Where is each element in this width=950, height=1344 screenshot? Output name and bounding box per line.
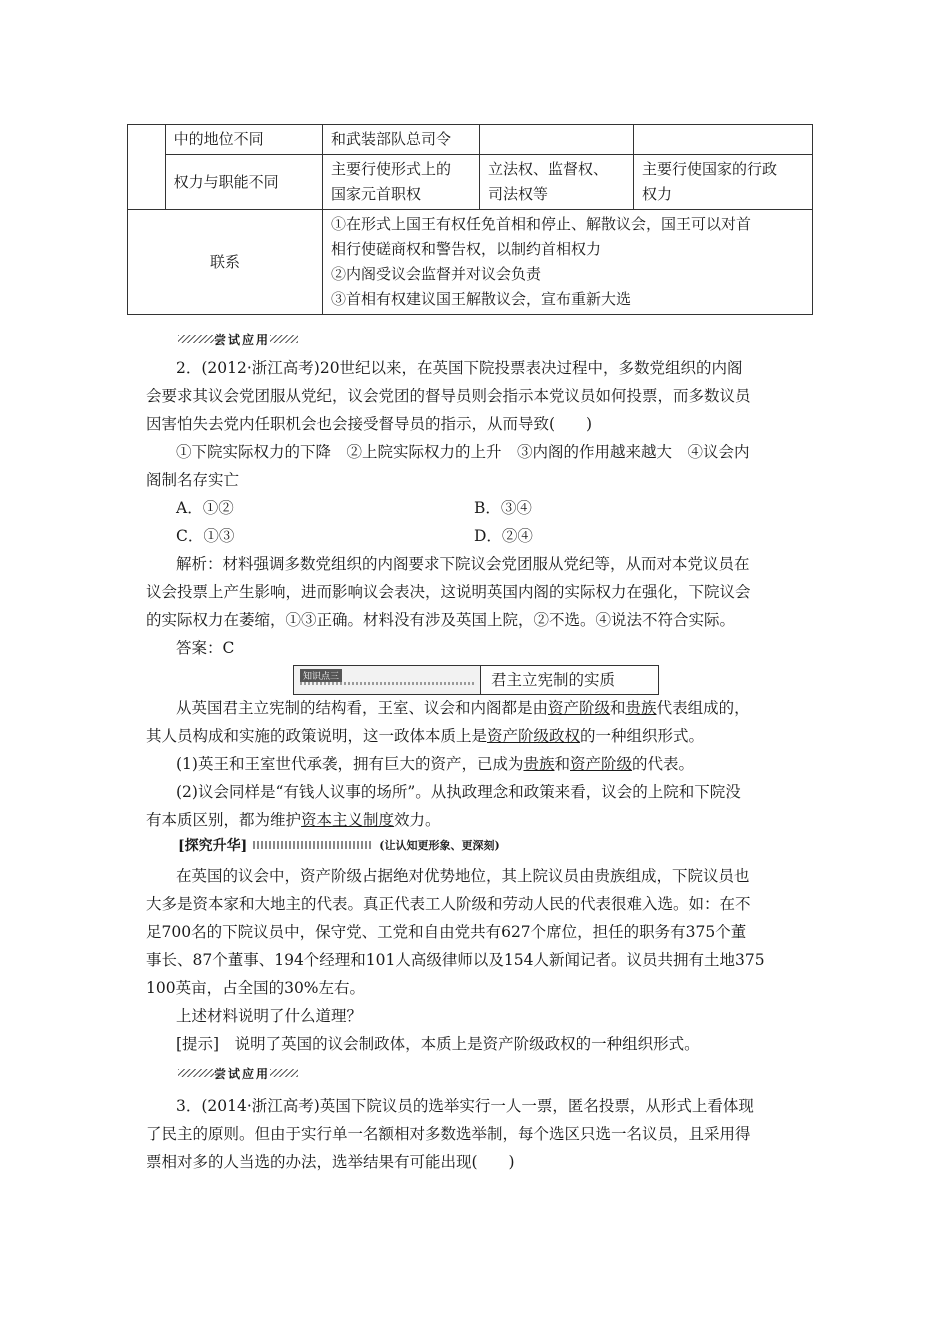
explore-subheading: (让认知更形象、更深刻) — [379, 839, 500, 852]
table-row — [128, 155, 813, 210]
table-cell — [634, 125, 813, 155]
knowledge-point-header — [293, 665, 659, 695]
essence-line — [146, 806, 441, 834]
explore-line: 事长、87个董事、194个经理和101人高级律师以及154人新闻记者。议员共拥有土地375 — [146, 951, 765, 969]
explore-line: 大多是资本家和大地主的代表。真正代表工人阶级和劳动人民的代表很难入选。如：在不 — [146, 895, 751, 913]
text-span: 代表组成的， — [656, 699, 750, 717]
cell-line: ③首相有权建议国王解散议会，宣布重新大选 — [331, 290, 632, 308]
table-cell — [480, 125, 634, 155]
text-span: 效力。 — [394, 811, 441, 829]
table-cell — [323, 210, 813, 315]
cell-line: 主要行使国家的行政 — [642, 160, 778, 178]
analysis-line: 议会投票上产生影响，进而影响议会表决，这说明英国内阁的实际权力在强化，下院议会 — [146, 583, 751, 601]
cell-line: ②内阁受议会监督并对议会负责 — [331, 265, 542, 283]
explore-banner — [178, 835, 500, 855]
q2-line: 阁制名存实亡 — [146, 471, 240, 489]
try-apply-banner — [178, 330, 298, 348]
underlined-term: 贵族 — [523, 755, 555, 773]
q2-line: 会要求其议会党团服从党纪，议会党团的督导员则会指示本党议员如何投票，而多数议员 — [146, 387, 751, 405]
dotted-decoration — [300, 682, 474, 685]
q2-line: 2．(2012·浙江高考)20世纪以来，在英国下院投票表决过程中，多数党组织的内阁 — [176, 359, 743, 377]
table-row — [128, 125, 813, 155]
hatch-decoration — [178, 1069, 214, 1077]
explore-line: 在英国的议会中，资产阶级占据绝对优势地位，其上院议员由贵族组成，下院议员也 — [176, 867, 750, 885]
explore-line: 100英亩，占全国的30%左右。 — [146, 979, 366, 997]
banner-label: 尝试应用 — [214, 1066, 271, 1081]
knowledge-point-title: 君主立宪制的实质 — [491, 671, 616, 689]
cell-line: ①在形式上国王有权任免首相和停止、解散议会，国王可以对首 — [331, 215, 752, 233]
underlined-term: 贵族 — [625, 699, 657, 717]
text-span: 和 — [554, 755, 570, 773]
table-cell — [634, 155, 813, 210]
table-cell: 权力与职能不同 — [165, 155, 322, 210]
essence-line: (2)议会同样是“有钱人议事的场所”。从执政理念和政策来看，议会的上院和下院没 — [176, 783, 741, 801]
text-span: 从英国君主立宪制的结构看，王室、议会和内阁都是由 — [176, 699, 549, 717]
hint-line: [提示] 说明了英国的议会制政体，本质上是资产阶级政权的一种组织形式。 — [176, 1035, 700, 1053]
table-cell: 和武装部队总司令 — [323, 125, 480, 155]
knowledge-point-tag — [294, 666, 481, 694]
text-span: 的代表。 — [632, 755, 695, 773]
q3-line: 了民主的原则。但由于实行单一名额相对多数选举制，每个选区只选一名议员，且采用得 — [146, 1125, 751, 1143]
hatch-decoration — [178, 335, 214, 343]
cell-line: 司法权等 — [488, 185, 549, 203]
option-b: B．③④ — [474, 499, 532, 517]
analysis-line: 解析：材料强调多数党组织的内阁要求下院议会党团服从党纪等，从而对本党议员在 — [176, 555, 750, 573]
explore-question: 上述材料说明了什么道理？ — [176, 1007, 363, 1025]
text-span: 的一种组织形式。 — [580, 727, 705, 745]
analysis-line: 的实际权力在萎缩，①③正确。材料没有涉及英国上院，②不选。④说法不符合实际。 — [146, 611, 736, 629]
essence-line — [176, 694, 750, 722]
q3-line: 3．(2014·浙江高考)英国下院议员的选举实行一人一票，匿名投票，从形式上看体现 — [176, 1097, 754, 1115]
try-apply-banner — [178, 1064, 298, 1082]
essence-line — [146, 722, 704, 750]
q2-line: ①下院实际权力的下降 ②上院实际权力的上升 ③内阁的作用越来越大 ④议会内 — [176, 443, 750, 461]
cell-line: 权力 — [642, 185, 673, 203]
table-cell — [480, 155, 634, 210]
underlined-term: 资产阶级政权 — [487, 727, 581, 745]
essence-line — [176, 750, 694, 778]
cell-line: 国家元首职权 — [331, 185, 422, 203]
underlined-term: 资产阶级 — [570, 755, 633, 773]
text-span: 有本质区别，都为维护 — [146, 811, 302, 829]
cell-line: 相行使磋商权和警告权，以制约首相权力 — [331, 240, 602, 258]
option-d: D．②④ — [474, 527, 533, 545]
explore-heading: [探究升华] — [178, 838, 248, 854]
comparison-table — [127, 124, 813, 315]
text-span: (1)英王和王室世代承袭，拥有巨大的资产，已成为 — [176, 755, 524, 773]
banner-label: 尝试应用 — [214, 332, 271, 347]
table-cell — [128, 125, 166, 210]
underlined-term: 资产阶级 — [548, 699, 611, 717]
q3-line: 票相对多的人当选的办法，选举结果有可能出现( ) — [146, 1153, 515, 1171]
table-cell: 联系 — [128, 210, 323, 315]
option-c: C．①③ — [176, 527, 235, 545]
dotted-decoration — [253, 841, 373, 849]
text-span: 和 — [610, 699, 626, 717]
hatch-decoration — [270, 335, 298, 343]
underlined-term: 资本主义制度 — [301, 811, 395, 829]
table-cell — [323, 155, 480, 210]
cell-line: 主要行使形式上的 — [331, 160, 452, 178]
hatch-decoration — [270, 1069, 298, 1077]
text-span: 其人员构成和实施的政策说明，这一政体本质上是 — [146, 727, 488, 745]
knowledge-point-tag-label: 知识点三 — [300, 669, 342, 682]
cell-line: 立法权、监督权、 — [488, 160, 609, 178]
answer-line: 答案：C — [176, 639, 235, 657]
option-a: A．①② — [176, 499, 234, 517]
table-row — [128, 210, 813, 315]
q2-line: 因害怕失去党内任职机会也会接受督导员的指示，从而导致( ) — [146, 415, 593, 433]
explore-line: 足700名的下院议员中，保守党、工党和自由党共有627个席位，担任的职务有375个董 — [146, 923, 747, 941]
table-cell: 中的地位不同 — [165, 125, 322, 155]
